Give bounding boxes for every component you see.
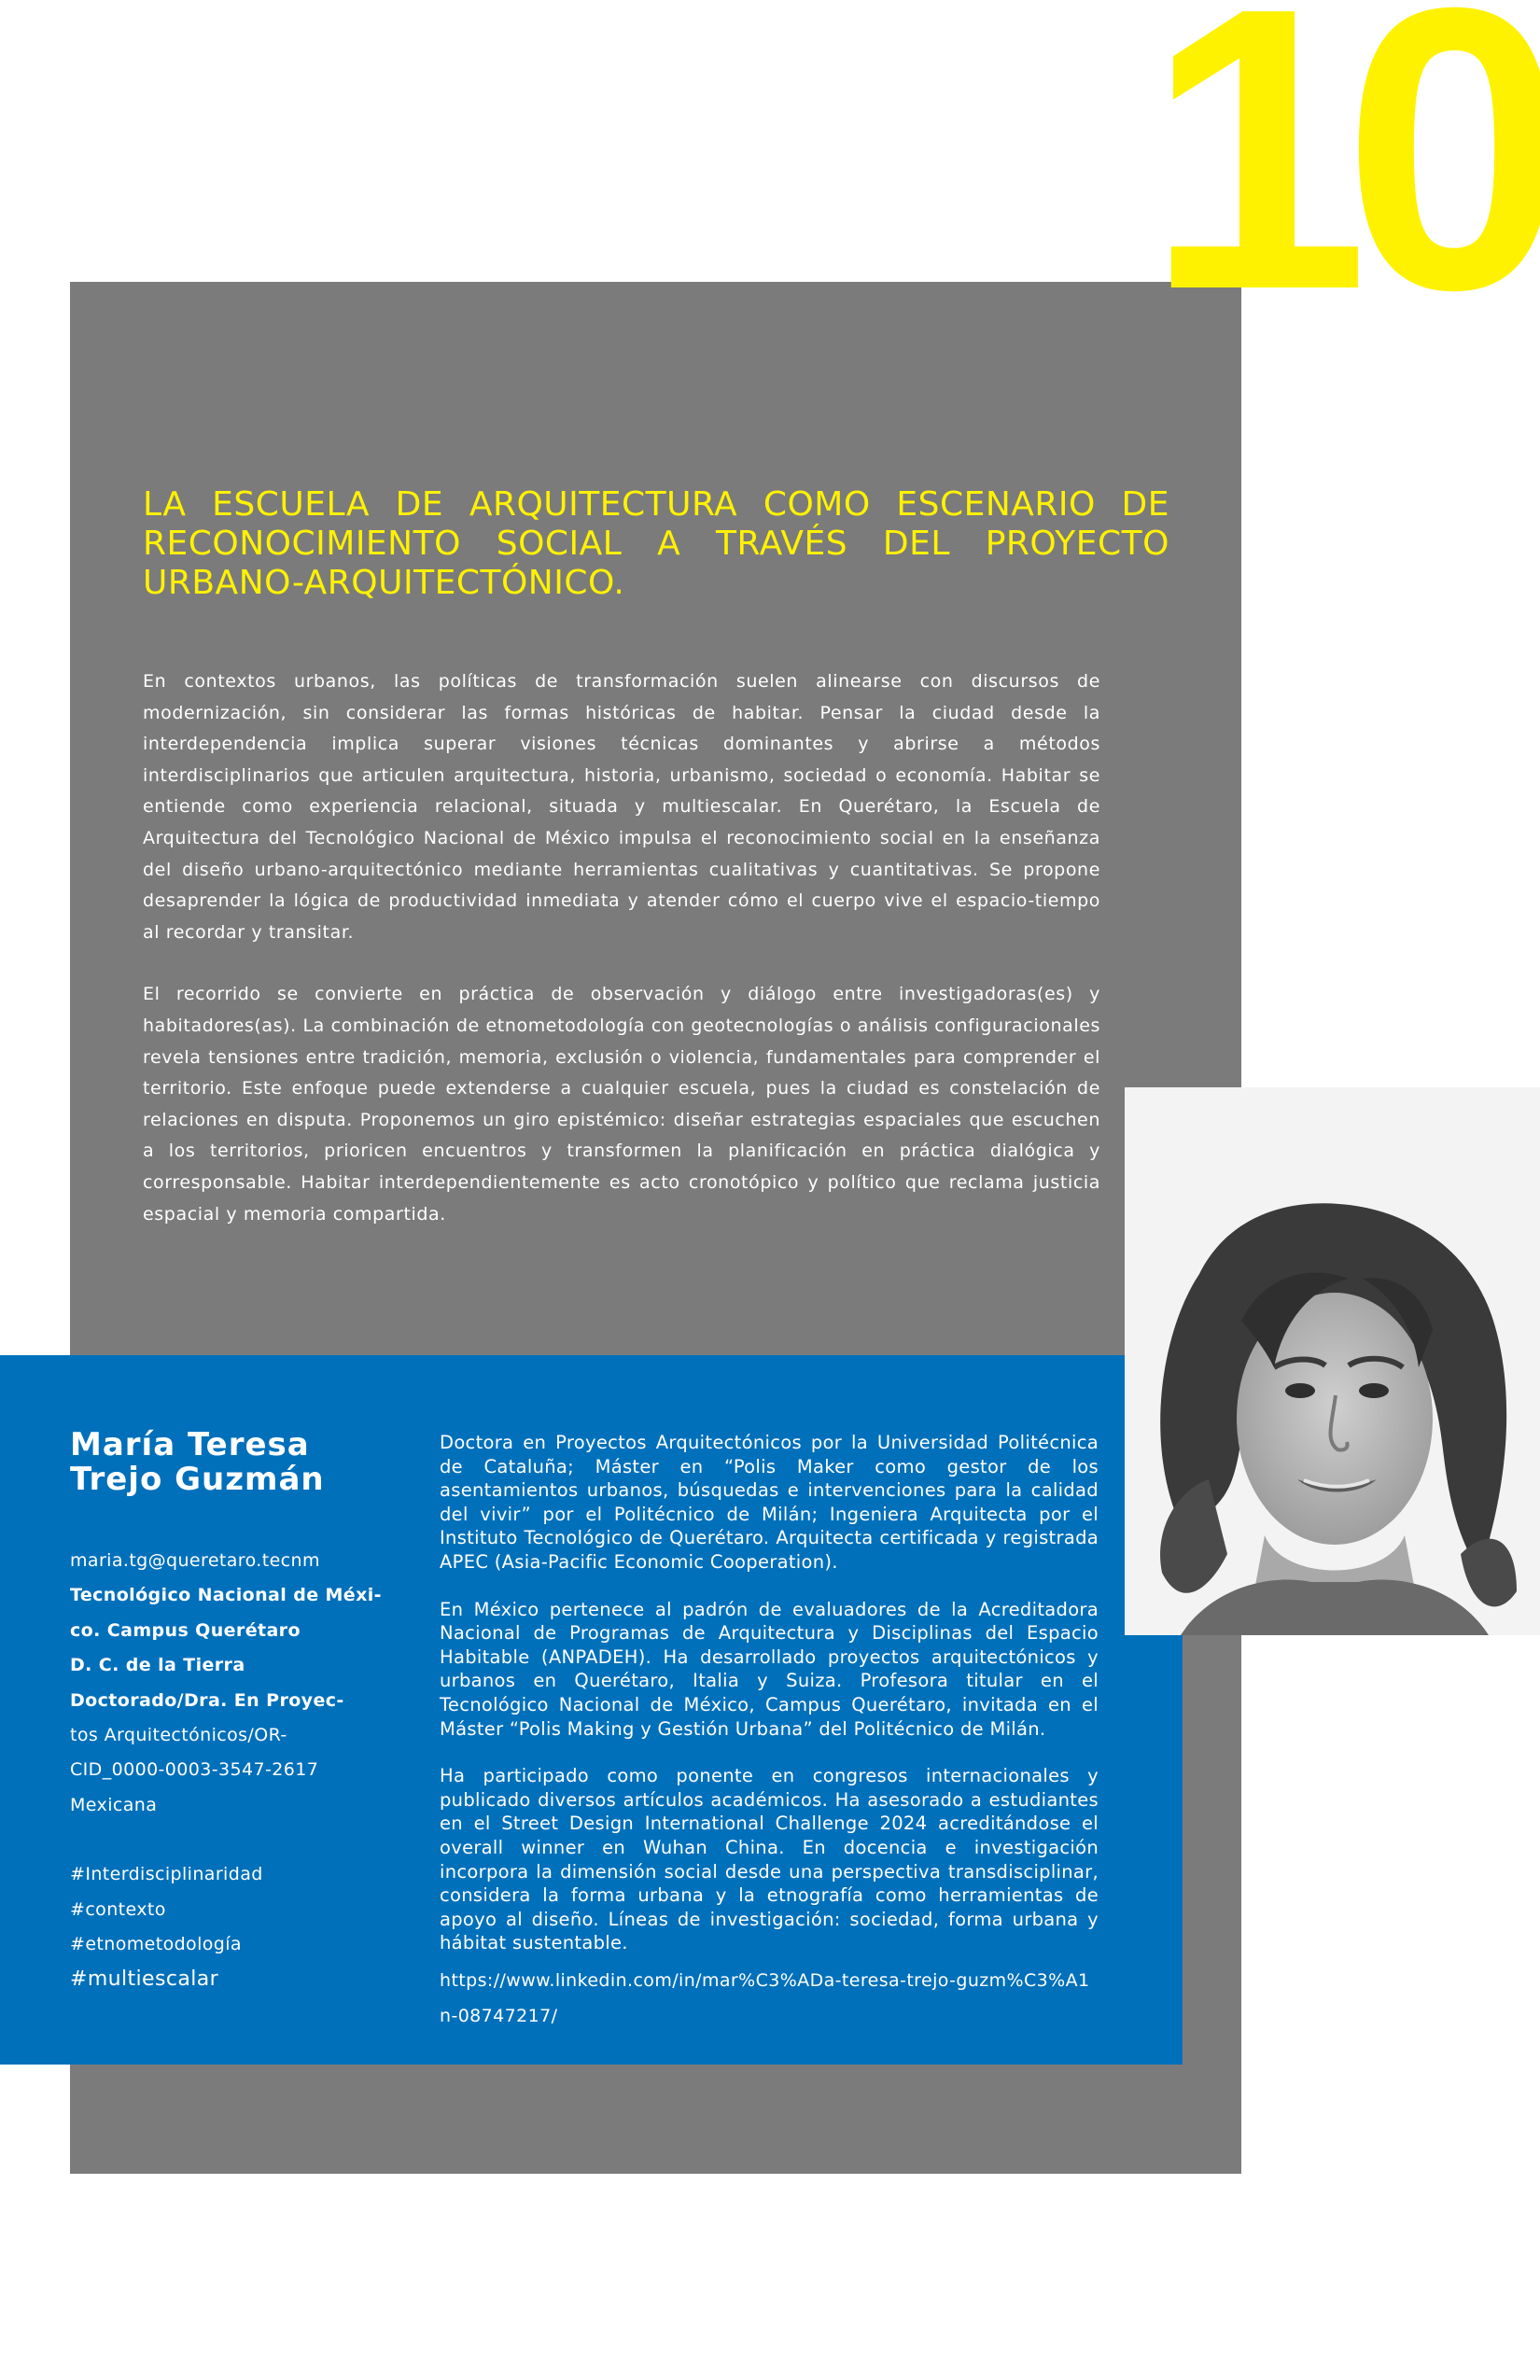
author-name: [70, 1428, 425, 1497]
author-portrait: [1125, 1087, 1540, 1635]
author-details: [70, 1544, 382, 1997]
author-bio: [440, 1431, 1099, 1979]
author-name-last: Trejo Guzmán: [70, 1461, 325, 1498]
author-orcid: CID_0000-0003-3547-2617: [70, 1759, 319, 1781]
abstract-paragraph: El recorrido se convierte en práctica de observación y diálogo entre investigadoras(es) y habitadores(as). La combinación de etnometodología con geotecnologías o análisis configuracionales revela tensiones entre tradición, memoria, exclusión o violencia, fundamentales para comprender el territorio. Este enfoque puede extenderse a cualquier escuela, pues la ciudad es constelación de relaciones en disputa. Proponemos un giro epistémico: diseñar estrategias espaciales que escuchen a los territorios, prioricen encuentros y transformen la planificación en práctica dialógica y corresponsable. Habitar interdependientemente es acto cronotópico y político que reclama justicia espacial y memoria compartida.: [143, 984, 1100, 1225]
author-email[interactable]: maria.tg@queretaro.tecnm: [70, 1550, 320, 1571]
article-abstract: [143, 666, 1100, 1261]
abstract-paragraph: En contextos urbanos, las políticas de transformación suelen alinearse con discursos de modernización, sin considerar las formas históricas de habitar. Pensar la ciudad desde la interdependencia implica superar visiones técnicas dominantes y abrirse a métodos interdisciplinarios que articulen arquitectura, historia, urbanismo, sociedad o economía. Habitar se entiende como experiencia relacional, situada y multiescalar. En Querétaro, la Escuela de Arquitectura del Tecnológico Nacional de México impulsa el reconocimiento social en la enseñanza del diseño urbano-arquitectónico mediante herramientas cualitativas y cuantitativas. Se propone desaprender la lógica de productividad inmediata y atender cómo el cuerpo vive el espacio-tiempo al recordar y transitar.: [143, 671, 1100, 943]
author-name-first: María Teresa: [70, 1426, 310, 1463]
author-degree: D. C. de la Tierra: [70, 1655, 245, 1676]
author-degree: Doctorado/Dra. En Proyec-: [70, 1689, 344, 1711]
bio-paragraph: Ha participado como ponente en congresos internacionales y publicado diversos artículos académicos. Ha asesorado a estudiantes en el Street Design International Challenge 2024 acreditándose el overall winner en Wuhan China. En docencia e investigación incorpora la dimensión social desde una perspectiva transdisciplinar, considera la forma urbana y la etnografía como herramientas de apoyo al diseño. Líneas de investigación: sociedad, forma urbana y hábitat sustentable.: [440, 1765, 1099, 1954]
portrait-image: [1125, 1087, 1540, 1635]
linkedin-link[interactable]: https://www.linkedin.com/in/mar%C3%ADa-teresa-trejo-guzm%C3%A1n-08747217/: [440, 1970, 1090, 2026]
keyword-tag: #Interdisciplinaridad: [70, 1864, 263, 1885]
keyword-tag: #etnometodología: [70, 1934, 242, 1955]
page-number: 10: [1145, 0, 1540, 350]
author-degree: tos Arquitectónicos/OR-: [70, 1725, 287, 1746]
bio-paragraph: Doctora en Proyectos Arquitectónicos por la Universidad Politécnica de Cataluña; Máster en “Polis Maker como gestor de los asentamientos urbanos, búsquedas e intervenciones para la calidad del vivir” por el Politécnico de Milán; Ingeniera Arquitecta por el Instituto Tecnológico de Querétaro. Arquitecta certificada y registrada APEC (Asia-Pacific Economic Cooperation).: [440, 1432, 1099, 1573]
author-institution: co. Campus Querétaro: [70, 1619, 301, 1641]
keyword-tag: #contexto: [70, 1898, 166, 1920]
keyword-tag: #multiescalar: [70, 1967, 219, 1992]
author-institution: Tecnológico Nacional de Méxi-: [70, 1585, 382, 1606]
author-nationality: Mexicana: [70, 1794, 158, 1815]
bio-paragraph: En México pertenece al padrón de evaluadores de la Acreditadora Nacional de Programas de Arquitectura y Disciplinas del Espacio Habitable (ANPADEH). Ha desarrollado proyectos arquitectónicos y urbanos en Querétaro, Italia y Suiza. Profesora titular en el Tecnológico Nacional de México, Campus Querétaro, invitada en el Máster “Polis Making y Gestión Urbana” del Politécnico de Milán.: [440, 1598, 1099, 1740]
article-title: LA ESCUELA DE ARQUITECTURA COMO ESCENARIO DE RECONOCIMIENTO SOCIAL A TRAVÉS DEL PROYECTO URBANO-ARQUITECTÓNICO.: [143, 485, 1169, 602]
